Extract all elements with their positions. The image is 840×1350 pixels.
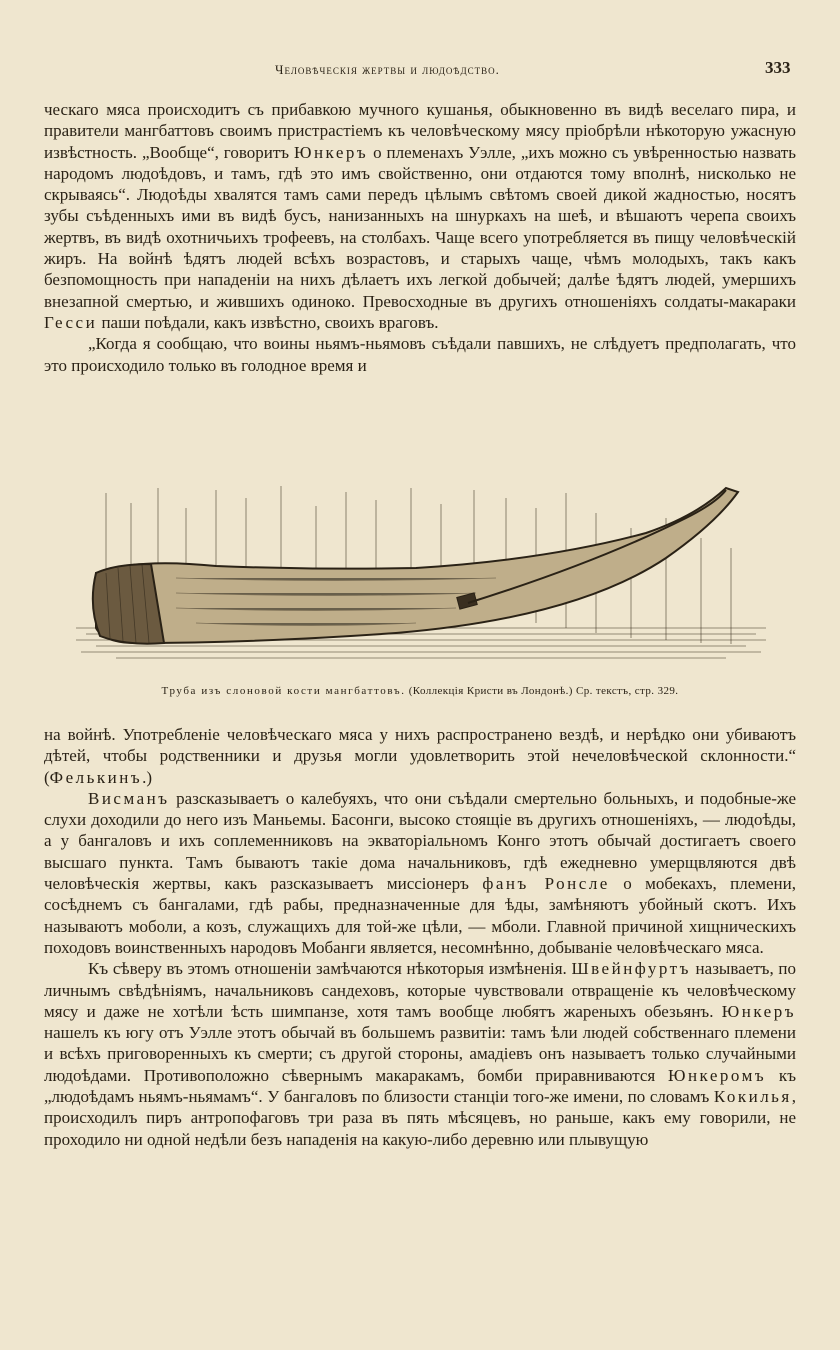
horn-base-band — [93, 564, 164, 644]
paragraph — [44, 958, 796, 1150]
text-run: „Когда я сообщаю, что воины ньямъ-ньямовъ съѣдали павшихъ, не слѣдуетъ предполагать, что это происходило только въ голодное время и — [44, 334, 796, 375]
figure-caption — [44, 685, 796, 697]
text-run: называетъ, по личнымъ свѣдѣніямъ, начальниковъ сандеховъ, которые чувствовали отвращеніе къ человѣческому мясу и даже не хотѣли ѣсть шимпанзе, хотя тамъ вообще любятъ жареныхъ обезьянъ. — [44, 959, 796, 1021]
page-number: 333 — [765, 58, 791, 77]
spaced-name: фанъ Ронсле — [482, 874, 610, 894]
running-title: Человѣческія жертвы и людоѣдство. — [275, 62, 500, 77]
spaced-name: Юнкеръ — [721, 1001, 796, 1021]
text-run: о племенахъ Уэлле, „ихъ можно съ увѣренностью назвать народомъ людоѣдовъ, и тамъ, гдѣ это имъ свойственно, они отдаются тому вполнѣ, нисколько не скрываясь“. Людоѣды хвалятся тамъ сами передъ цѣлымъ свѣтомъ своей дикой жадностью, носятъ зубы съѣденныхъ ими въ видѣ бусъ, нанизанныхъ на шнуркахъ на шеѣ, и вѣшаютъ черепа своихъ жертвъ, въ видѣ охотничьихъ трофеевъ, на столбахъ. Чаще всего употребляется въ пищу человѣческій жиръ. На войнѣ ѣдятъ людей всѣхъ возрастовъ, и старыхъ чаще, чѣмъ молодыхъ, такъ какъ безпомощность при нападеніи на нихъ дѣлаетъ ихъ легкой добычей; далѣе ѣдятъ людей, умершихъ внезапной смертью, и жившихъ одиноко. Превосходные въ другихъ отношеніяхъ солдаты-макараки — [44, 142, 796, 311]
paragraph — [44, 724, 796, 788]
text-run: паши поѣдали, какъ извѣстно, своихъ враговъ. — [97, 312, 439, 332]
text-run: , происходилъ пиръ антропофаговъ три раза въ пять мѣсяцевъ, но раньше, какъ ему говорили, не проходило ни одной недѣли безъ нападенія на какую-либо деревню или плывущую — [44, 1087, 796, 1149]
paragraph — [44, 333, 796, 376]
caption-part: Труба изъ слоновой кости мангбаттовъ. — [161, 685, 406, 697]
text-run: .) — [142, 767, 153, 787]
text-block-bottom — [44, 724, 796, 1150]
horn-body — [96, 488, 738, 643]
spaced-name: Юнкеръ — [293, 142, 369, 162]
text-run: Къ сѣверу въ этомъ отношеніи замѣчаются нѣкоторыя измѣненія. — [88, 959, 572, 979]
text-run: на войнѣ. Употребленіе человѣческаго мяса у нихъ распространено вездѣ, и нерѣдко они убиваютъ дѣтей, чтобы родственники и друзья могли удовлетворить этой нечеловѣческой склонности.“ ( — [44, 725, 796, 787]
ivory-horn-illustration — [76, 478, 766, 668]
spaced-name: Висманъ — [88, 788, 170, 808]
caption-part: (Коллекція Кристи въ Лондонѣ.) Ср. текстъ, стр. 329. — [405, 685, 679, 697]
text-block-top — [44, 99, 796, 376]
running-head — [0, 56, 840, 86]
spaced-name: Гесси — [44, 312, 98, 332]
spaced-name: Кокилья — [713, 1087, 792, 1107]
paragraph — [44, 99, 796, 333]
spaced-name: Швейнфуртъ — [571, 959, 691, 979]
horn-engraving — [76, 478, 766, 668]
text-run: къ „людоѣдамъ ньямъ-ньямамъ“. У бангаловъ по близости станціи того-же имени, по словамъ — [44, 1065, 796, 1107]
spaced-name: Фелькинъ — [49, 767, 143, 787]
spaced-name: Юнкеромъ — [667, 1065, 767, 1085]
text-run: разсказываетъ о калебуяхъ, что они съѣдали смертельно больныхъ, и подобные-же слухи доходили до него изъ Маньемы. Басонги, высоко стоящіе въ другихъ отношеніяхъ, — людоѣды, а у бангаловъ и ихъ соплеменниковъ на экваторіальномъ Конго этотъ обычай достигаетъ своего высшаго пункта. Тамъ бываютъ такіе дома начальниковъ, гдѣ ежедневно умерщвляются двѣ человѣческія жертвы, какъ разсказываетъ миссіонеръ — [44, 788, 796, 894]
text-run: нашелъ къ югу отъ Уэлле этотъ обычай въ большемъ развитіи: тамъ ѣли людей собственнаго племени и всѣхъ приговоренныхъ къ смерти; съ другой стороны, амадіевъ онъ называетъ только случайными людоѣдами. Противоположно сѣвернымъ макаракамъ, бомби приравниваются — [44, 1023, 796, 1085]
text-run: ческаго мяса происходитъ съ прибавкою мучного кушанья, обыкновенно въ видѣ веселаго пира, и правители мангбаттовъ своимъ пристрастіемъ къ человѣческому мясу пріобрѣли нѣкоторую ужасную извѣстность. „Вообще“, говоритъ — [44, 100, 796, 162]
paragraph — [44, 788, 796, 958]
text-run: о мобекахъ, племени, сосѣднемъ съ бангалами, гдѣ рабы, предназначенные для ѣды, замѣняютъ убойный скотъ. Ихъ называютъ моболи, а козъ, служащихъ для той-же цѣли, — мболи. Главной причиной хищническихъ походовъ воинственныхъ народовъ Мобанги является, несомнѣнно, добываніе человѣческаго мяса. — [44, 874, 797, 957]
